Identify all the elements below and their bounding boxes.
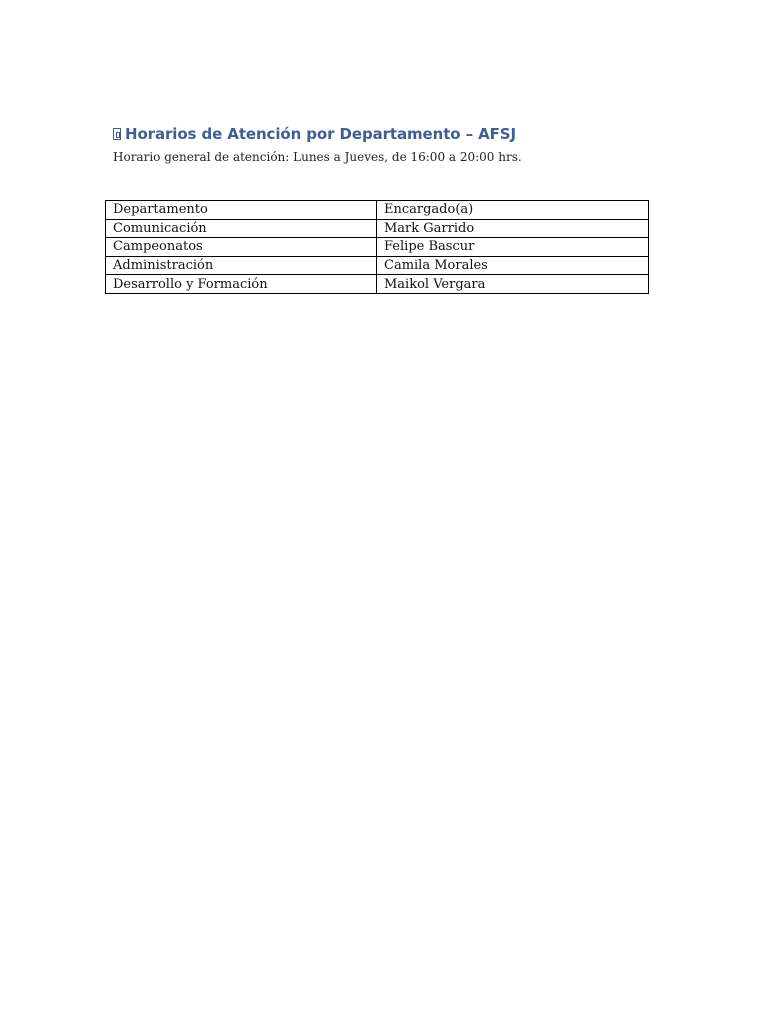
- page-title-text: Horarios de Atención por Departamento – AFSJ: [125, 125, 516, 143]
- table-header-row: [106, 201, 649, 220]
- table-row: [106, 275, 649, 294]
- table-cell-encargado: Camila Morales: [377, 256, 649, 275]
- schedule-subtitle: Horario general de atención: Lunes a Jueves, de 16:00 a 20:00 hrs.: [113, 150, 522, 164]
- table-row: [106, 256, 649, 275]
- table-cell-departamento: Departamento: [106, 201, 377, 220]
- page-title: [113, 125, 516, 143]
- missing-glyph-icon: [113, 128, 121, 140]
- table-cell-departamento: Desarrollo y Formación: [106, 275, 377, 294]
- department-table: [105, 200, 649, 294]
- table-row: [106, 238, 649, 257]
- table-cell-encargado: Maikol Vergara: [377, 275, 649, 294]
- table-cell-encargado: Encargado(a): [377, 201, 649, 220]
- table-cell-encargado: Mark Garrido: [377, 219, 649, 238]
- table-cell-departamento: Administración: [106, 256, 377, 275]
- table-row: [106, 219, 649, 238]
- table-cell-encargado: Felipe Bascur: [377, 238, 649, 257]
- table-cell-departamento: Campeonatos: [106, 238, 377, 257]
- table-cell-departamento: Comunicación: [106, 219, 377, 238]
